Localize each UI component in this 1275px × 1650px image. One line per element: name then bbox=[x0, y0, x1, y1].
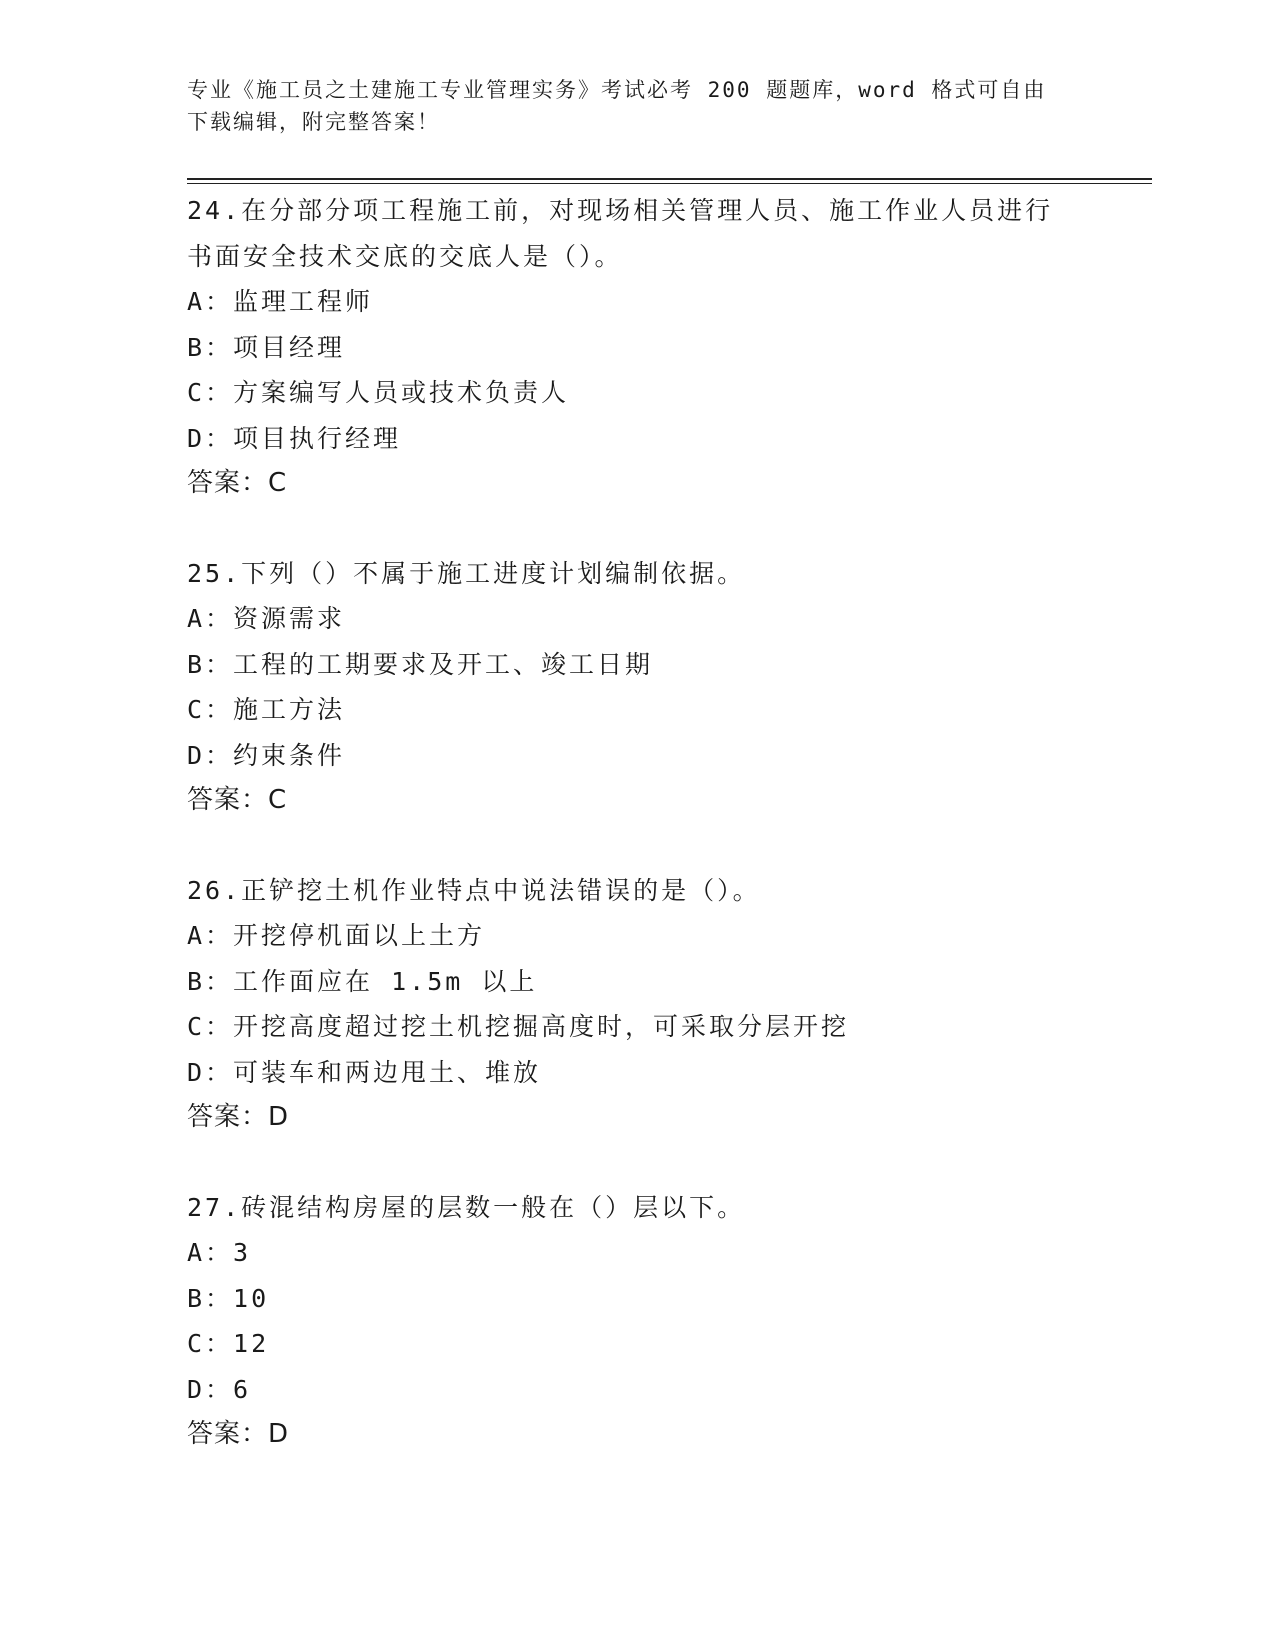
option-a: A：监理工程师 bbox=[187, 287, 374, 316]
question-27 bbox=[187, 1185, 1127, 1458]
answer-text: 答案：D bbox=[187, 1419, 290, 1449]
option-c: C：开挖高度超过挖土机挖掘高度时，可采取分层开挖 bbox=[187, 1012, 850, 1041]
document-header bbox=[187, 74, 1087, 138]
option-c: C：12 bbox=[187, 1329, 270, 1358]
question-stem: 26.正铲挖土机作业特点中说法错误的是（）。 bbox=[187, 875, 761, 905]
answer-text: 答案：D bbox=[187, 1102, 290, 1132]
answer-text: 答案：C bbox=[187, 468, 288, 498]
option-c: C：方案编写人员或技术负责人 bbox=[187, 378, 570, 407]
question-stem: 27.砖混结构房屋的层数一般在（）层以下。 bbox=[187, 1192, 746, 1222]
question-25 bbox=[187, 551, 1127, 824]
option-d: D：项目执行经理 bbox=[187, 423, 402, 453]
option-a: A：资源需求 bbox=[187, 604, 346, 633]
option-a: A：开挖停机面以上土方 bbox=[187, 921, 486, 950]
question-24 bbox=[187, 188, 1127, 507]
option-d: D：可装车和两边甩土、堆放 bbox=[187, 1057, 542, 1087]
option-c: C：施工方法 bbox=[187, 695, 346, 724]
header-line-1: 专业《施工员之土建施工专业管理实务》考试必考 200 题题库，word 格式可自由 bbox=[187, 78, 1047, 102]
option-b: B：10 bbox=[187, 1283, 270, 1313]
option-d: D：6 bbox=[187, 1374, 252, 1404]
option-d: D：约束条件 bbox=[187, 740, 346, 770]
option-b: B：项目经理 bbox=[187, 332, 346, 362]
header-line-2: 下载编辑，附完整答案！ bbox=[187, 110, 440, 134]
header-divider-thick bbox=[187, 178, 1152, 180]
option-b: B：工程的工期要求及开工、竣工日期 bbox=[187, 649, 654, 679]
question-stem-continued: 书面安全技术交底的交底人是（）。 bbox=[187, 241, 623, 271]
option-b: B：工作面应在 1.5m 以上 bbox=[187, 966, 538, 996]
question-list bbox=[187, 188, 1127, 1458]
answer-text: 答案：C bbox=[187, 785, 288, 815]
question-26 bbox=[187, 868, 1127, 1141]
question-stem: 25.下列（）不属于施工进度计划编制依据。 bbox=[187, 558, 746, 588]
option-a: A：3 bbox=[187, 1238, 252, 1267]
header-divider-thin bbox=[187, 183, 1152, 184]
question-stem: 24.在分部分项工程施工前，对现场相关管理人员、施工作业人员进行 bbox=[187, 196, 1054, 225]
